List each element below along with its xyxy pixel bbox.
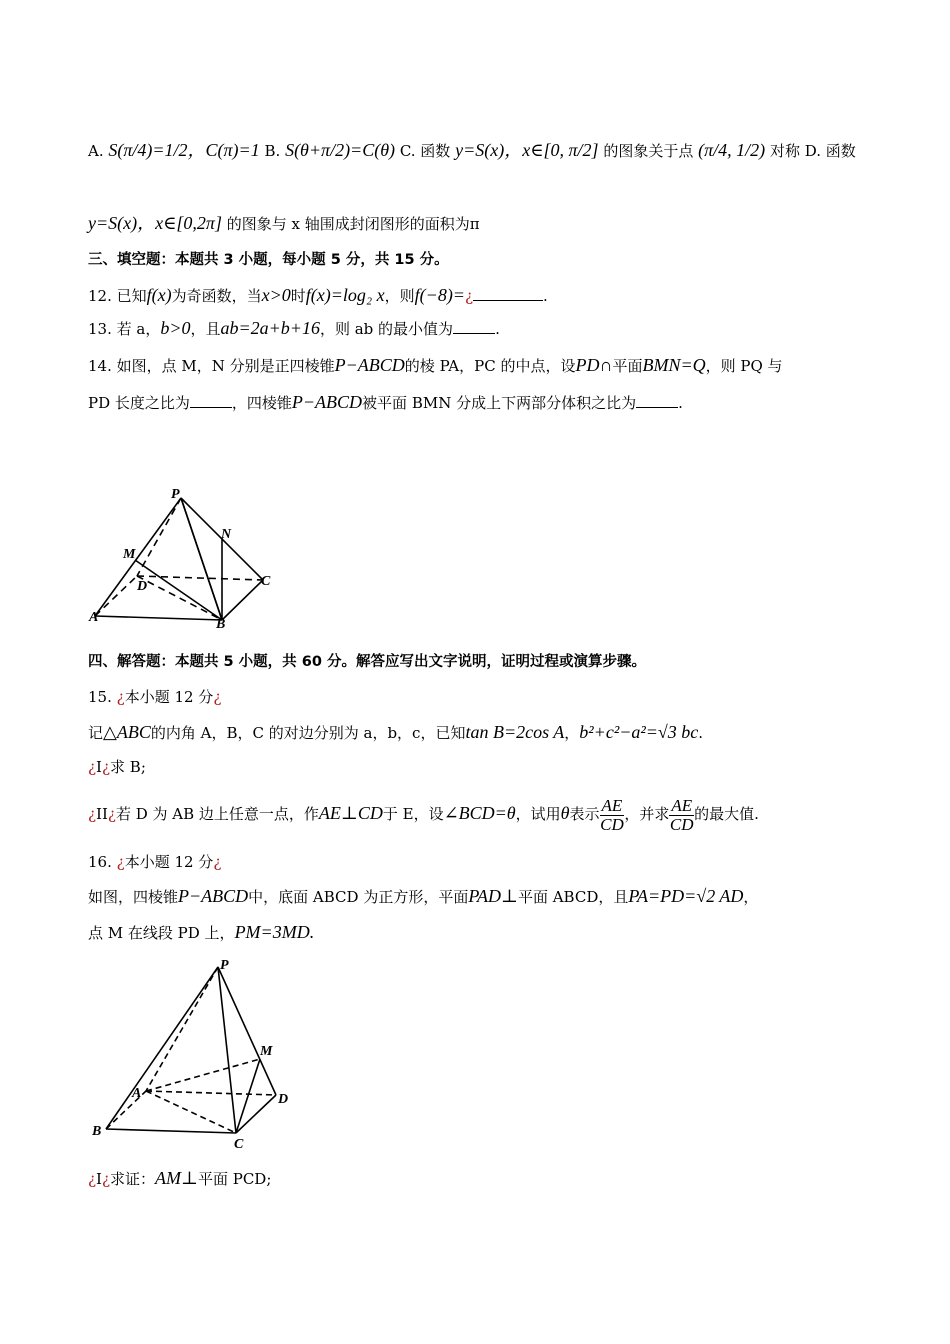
q13-text1: ，且 [190, 320, 221, 338]
q16-part1-text2: 平面 PCD; [197, 1170, 272, 1188]
q16-part1-mark2: ¿ [101, 1170, 111, 1188]
q14-text3: ，则 PQ 与 [705, 357, 783, 375]
fig1-label-b: B [216, 617, 226, 630]
q15-num: 15. [88, 688, 112, 706]
option-d-math: y=S(x)，x∈[0,2π] [88, 213, 222, 233]
question-12 [88, 285, 548, 306]
fig2-label-c: C [234, 1137, 244, 1150]
q15-part1-mark: ¿ [88, 758, 97, 776]
q12-prefix: 12. 已知 [88, 287, 147, 305]
fig2-label-p: P [220, 958, 229, 973]
q15-part2-mark2: ¿ [107, 805, 116, 823]
fig1-label-p: P [171, 487, 180, 502]
figure-2-pyramid [88, 955, 308, 1150]
q12-text1: 为奇函数，当 [171, 287, 262, 305]
q16-line2-text: 点 M 在线段 PD 上， [88, 924, 235, 942]
q16-stem-text1: 中，底面 ABCD 为正方形，平面 [248, 888, 469, 906]
q14-text2: 平面 [612, 357, 643, 375]
q15-part1-mark2: ¿ [101, 758, 111, 776]
option-a-label: A. [88, 142, 104, 160]
option-d-label: D. 函数 [804, 142, 856, 160]
question-15-stem [88, 722, 703, 743]
q15-part2-math1: AE⊥CD [318, 803, 383, 823]
q16-stem-math1: P−ABCD [178, 886, 249, 906]
q14-end: . [678, 394, 683, 412]
q12-math2: x>0 [261, 285, 291, 305]
q12-math3: f(x)=log₂ x [305, 285, 385, 305]
option-b-label: B. [264, 142, 281, 160]
q15-frac1-den: CD [600, 814, 624, 834]
q14-math2: PD∩ [575, 355, 613, 375]
q16-part1-text: 求证： [110, 1170, 156, 1188]
figure-1-pyramid [85, 480, 285, 630]
q12-text2: 时 [290, 287, 306, 305]
q16-num: 16. [88, 853, 112, 871]
q15-stem-end: . [698, 724, 704, 742]
q13-text2: ，则 ab 的最小值为 [319, 320, 454, 338]
q13-end: . [495, 320, 500, 338]
question-14-line1 [88, 355, 783, 376]
q16-mark2: ¿ [213, 853, 222, 871]
q14-prefix: 14. 如图，点 M，N 分别是正四棱锥 [88, 357, 335, 375]
q14-line2-prefix: PD 长度之比为 [88, 394, 190, 412]
q15-stem-math3: b²+c²−a²=√3 bc [579, 722, 699, 742]
q15-frac2-den: CD [669, 814, 694, 834]
q15-mark2: ¿ [213, 688, 222, 706]
question-16-stem [88, 886, 758, 907]
q15-stem-text1: 的内角 A，B，C 的对边分别为 a，b，c，已知 [150, 724, 466, 742]
q13-math2: ab=2a+b+16 [220, 318, 320, 338]
q15-part1-num: I [96, 758, 102, 776]
q12-mark: ¿ [464, 287, 474, 305]
q15-part2-mark: ¿ [88, 805, 97, 823]
option-c-math: y=S(x)，x∈[0, π/2] [455, 140, 599, 160]
option-c-point: (π/4, 1/2) [698, 140, 766, 160]
q13-answer-blank[interactable] [453, 319, 495, 334]
q16-part1-math: AM⊥ [155, 1168, 198, 1188]
q11-options-line1 [88, 140, 856, 161]
q16-stem-math2: PAD⊥ [468, 886, 518, 906]
q15-stem-prefix: 记 [88, 724, 104, 742]
q15-part2-text2: 于 E，设 [382, 805, 444, 823]
q15-part2-math2: ∠BCD=θ [443, 803, 516, 823]
q12-text3: ，则 [384, 287, 415, 305]
q16-stem-math3: PA=PD=√2 AD [628, 886, 744, 906]
q13-prefix: 13. 若 a， [88, 320, 161, 338]
question-15-header [88, 687, 221, 707]
section4-heading: 四、解答题：本题共 5 小题，共 60 分。解答应写出文字说明，证明过程或演算步骤。 [88, 654, 646, 670]
q15-part2-text4: 表示 [569, 805, 600, 823]
q15-frac2-num: AE [671, 795, 693, 815]
q16-line2-math: PM=3MD. [234, 922, 315, 942]
q14-math3: BMN=Q [642, 355, 706, 375]
question-15-part1 [88, 757, 146, 777]
fig2-label-a: A [132, 1086, 142, 1101]
option-a-math: S(π/4)=1/2，C(π)=1 [108, 140, 260, 160]
fig2-label-d: D [278, 1092, 289, 1107]
q12-end: . [543, 287, 548, 305]
q14-line2-text1: ，四棱锥 [231, 394, 292, 412]
question-14-line2 [88, 392, 683, 413]
fig1-label-n: N [221, 527, 232, 542]
question-16-line2 [88, 922, 314, 943]
q14-line2-math: P−ABCD [291, 392, 363, 412]
q15-part2-text3: ，试用 [515, 805, 561, 823]
q15-fraction-2 [669, 797, 694, 834]
q12-math4: f(−8)= [414, 285, 465, 305]
q15-points: 本小题 12 分 [124, 688, 214, 706]
question-13 [88, 318, 500, 339]
q16-part1-num: I [96, 1170, 102, 1188]
q15-part2-text5: ，并求 [624, 805, 670, 823]
q11-options-line2 [88, 213, 480, 234]
q15-fraction-1 [600, 797, 625, 834]
q14-line2-text2: 被平面 BMN 分成上下两部分体积之比为 [362, 394, 637, 412]
option-c-text2: 对称 [769, 142, 800, 160]
q16-stem-text2: 平面 ABCD，且 [517, 888, 629, 906]
q14-answer-blank-1[interactable] [190, 393, 232, 408]
q16-points: 本小题 12 分 [124, 853, 214, 871]
q16-mark: ¿ [116, 853, 125, 871]
q16-part1-mark: ¿ [88, 1170, 97, 1188]
q12-answer-blank[interactable] [473, 286, 543, 301]
option-c-text: 的图象关于点 [603, 142, 694, 160]
q15-part2-math3: θ [560, 803, 570, 823]
question-16-part1 [88, 1168, 271, 1189]
question-15-part2 [88, 794, 759, 834]
q14-text1: 的棱 PA，PC 的中点，设 [404, 357, 576, 375]
section3-heading: 三、填空题：本题共 3 小题，每小题 5 分，共 15 分。 [88, 252, 449, 268]
q15-part1-text: 求 B; [110, 758, 146, 776]
q15-stem-math2: tan B=2cos A [465, 722, 565, 742]
fig1-label-a: A [89, 610, 99, 625]
fig1-label-d: D [137, 579, 148, 594]
q14-math1: P−ABCD [334, 355, 405, 375]
fig2-label-m: M [260, 1044, 273, 1059]
q14-answer-blank-2[interactable] [636, 393, 678, 408]
q15-stem-text2: ， [564, 724, 580, 742]
q16-stem-end: ， [743, 888, 759, 906]
q15-part2-num: II [96, 805, 108, 823]
q12-math1: f(x) [146, 285, 172, 305]
fig1-label-m: M [123, 547, 136, 562]
question-16-header [88, 852, 221, 872]
option-b-math: S(θ+π/2)=C(θ) [285, 140, 396, 160]
option-c-label: C. 函数 [399, 142, 451, 160]
q13-math1: b>0 [160, 318, 191, 338]
q15-part2-text6: 的最大值. [694, 805, 759, 823]
q15-mark: ¿ [116, 688, 125, 706]
fig1-label-c: C [261, 574, 271, 589]
q15-frac1-num: AE [601, 795, 623, 815]
q16-stem-prefix: 如图，四棱锥 [88, 888, 179, 906]
fig2-label-b: B [92, 1124, 102, 1139]
q15-part2-text1: 若 D 为 AB 边上任意一点，作 [115, 805, 319, 823]
q15-stem-math1: △ABC [103, 722, 151, 742]
option-d-text: 的图象与 x 轴围成封闭图形的面积为π [226, 215, 480, 233]
